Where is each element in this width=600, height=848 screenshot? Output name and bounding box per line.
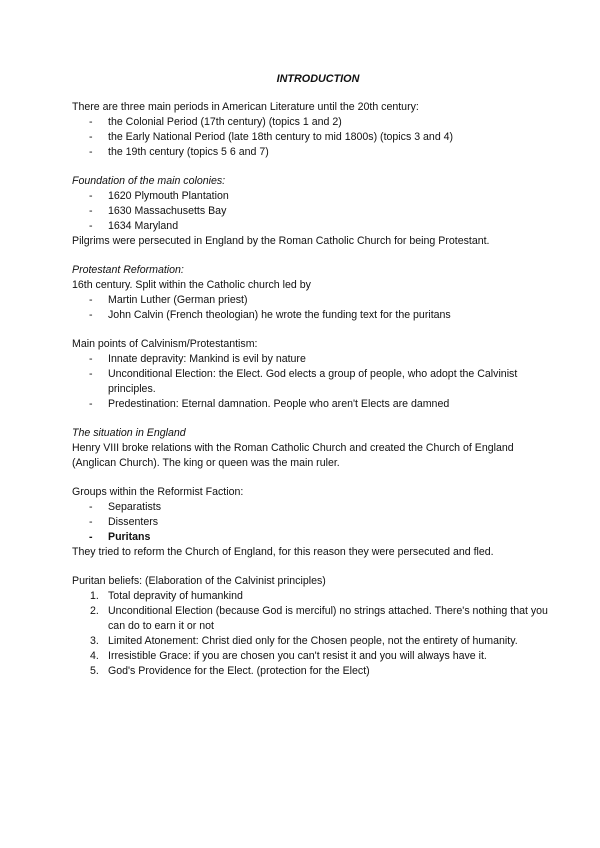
england-heading: The situation in England — [72, 427, 186, 439]
list-item — [72, 189, 552, 204]
dash-marker: - — [89, 190, 93, 202]
dash-marker: - — [89, 309, 93, 321]
dash-marker: - — [89, 294, 93, 306]
list-item — [72, 634, 552, 649]
number-marker: 4. — [90, 650, 99, 662]
list-item-text: Separatists — [108, 501, 161, 513]
dash-marker: - — [89, 368, 93, 380]
section-england — [72, 426, 552, 471]
number-marker: 3. — [90, 635, 99, 647]
list-item — [72, 130, 552, 145]
number-marker: 1. — [90, 590, 99, 602]
dash-marker: - — [89, 205, 93, 217]
list-item-text: Unconditional Election: the Elect. God elects a group of people, who adopt the Calvinist principles. — [108, 368, 518, 395]
groups-note: They tried to reform the Church of England, for this reason they were persecuted and fled. — [72, 546, 494, 558]
colonies-heading: Foundation of the main colonies: — [72, 175, 226, 187]
list-item-text: Irresistible Grace: if you are chosen you can't resist it and you will always have it. — [108, 650, 487, 662]
list-item-text: 1620 Plymouth Plantation — [108, 190, 229, 202]
list-item — [72, 308, 552, 323]
list-item — [72, 649, 552, 664]
calvinism-heading: Main points of Calvinism/Protestantism: — [72, 338, 258, 350]
list-item — [72, 367, 552, 397]
list-item-text: the Early National Period (late 18th century to mid 1800s) (topics 3 and 4) — [108, 131, 454, 143]
list-item-text: Predestination: Eternal damnation. People who aren't Elects are damned — [108, 398, 450, 410]
list-item — [72, 397, 552, 412]
list-item-text: John Calvin (French theologian) he wrote the funding text for the puritans — [108, 309, 451, 321]
dash-marker: - — [89, 516, 93, 528]
list-item-text: 1634 Maryland — [108, 220, 179, 232]
colonies-note: Pilgrims were persecuted in England by the Roman Catholic Church for being Protestant. — [72, 235, 490, 247]
page-title: INTRODUCTION — [276, 73, 360, 85]
list-item-text: Total depravity of humankind — [108, 590, 243, 602]
list-item — [72, 515, 552, 530]
section-groups — [72, 485, 552, 560]
periods-list — [72, 115, 552, 160]
list-item — [72, 500, 552, 515]
number-marker: 2. — [90, 605, 99, 617]
list-item-text: Limited Atonement: Christ died only for the Chosen people, not the entirety of humanity. — [108, 635, 518, 647]
dash-marker: - — [89, 501, 93, 513]
colonies-list — [72, 189, 552, 234]
list-item — [72, 204, 552, 219]
list-item-text: Unconditional Election (because God is merciful) no strings attached. There's nothing that you can do to earn it or not — [108, 605, 548, 632]
list-item-text: Innate depravity: Mankind is evil by nature — [108, 353, 306, 365]
england-text: Henry VIII broke relations with the Roman Catholic Church and created the Church of England (Anglican Church). The king or queen was the main ruler. — [72, 442, 514, 469]
dash-marker: - — [89, 116, 93, 128]
list-item-text: Dissenters — [108, 516, 159, 528]
beliefs-list — [72, 589, 552, 679]
reformation-list — [72, 293, 552, 323]
dash-marker: - — [89, 220, 93, 232]
section-beliefs — [72, 574, 552, 679]
list-item — [72, 589, 552, 604]
section-reformation — [72, 263, 552, 323]
dash-marker: - — [89, 353, 93, 365]
section-periods — [72, 100, 552, 160]
calvinism-list — [72, 352, 552, 412]
list-item-text: the Colonial Period (17th century) (topics 1 and 2) — [108, 116, 342, 128]
reformation-heading: Protestant Reformation: — [72, 264, 184, 276]
list-item — [72, 219, 552, 234]
list-item — [72, 352, 552, 367]
dash-marker: - — [89, 398, 93, 410]
document-page — [72, 72, 552, 693]
groups-list — [72, 500, 552, 545]
dash-marker: - — [89, 146, 93, 158]
list-item — [72, 664, 552, 679]
list-item — [72, 115, 552, 130]
periods-intro: There are three main periods in American Literature until the 20th century: — [72, 101, 419, 113]
section-colonies — [72, 174, 552, 249]
reformation-intro: 16th century. Split within the Catholic church led by — [72, 279, 311, 291]
list-item-text: the 19th century (topics 5 6 and 7) — [108, 146, 269, 158]
list-item-text: 1630 Massachusetts Bay — [108, 205, 227, 217]
beliefs-heading: Puritan beliefs: (Elaboration of the Calvinist principles) — [72, 575, 326, 587]
list-item — [72, 145, 552, 160]
list-item — [72, 530, 552, 545]
number-marker: 5. — [90, 665, 99, 677]
list-item — [72, 293, 552, 308]
list-item-text: God's Providence for the Elect. (protection for the Elect) — [108, 665, 370, 677]
dash-marker: - — [89, 131, 93, 143]
groups-heading: Groups within the Reformist Faction: — [72, 486, 244, 498]
list-item-text: Puritans — [108, 531, 151, 543]
list-item — [72, 604, 552, 634]
section-calvinism — [72, 337, 552, 412]
dash-marker: - — [89, 531, 93, 543]
list-item-text: Martin Luther (German priest) — [108, 294, 248, 306]
